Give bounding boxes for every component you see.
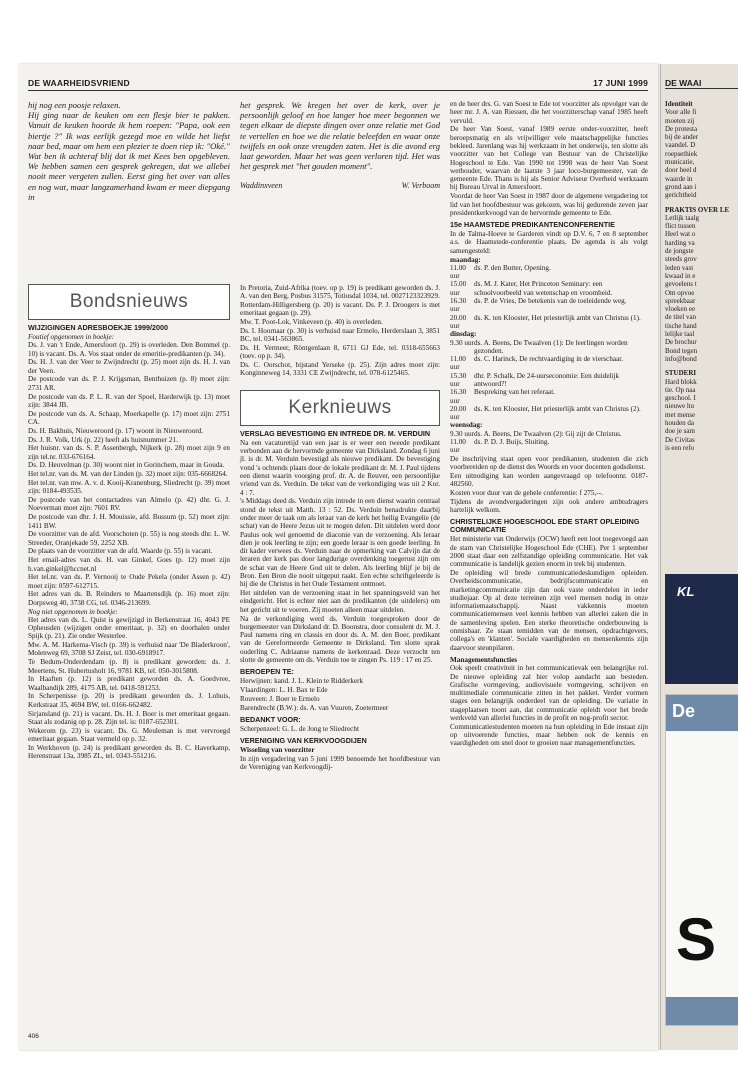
article-para: Communicatiestudenten moeten na hun opleiding in Ede instaat zijn op uitvoerende functies, maar hebben ook de kennis en vaardigheden om snel door te groeien naar managementfuncties.	[450, 722, 648, 748]
notice: De postcode van ds. A. Schaap, Moerkapelle (p. 17) moet zijn: 2751 CA.	[28, 409, 230, 426]
day-label: maandag:	[450, 255, 481, 264]
notice: Het email-adres van ds. H. van Ginkel, Goes (p. 12) moet zijn h.van.ginkel@hccnet.nl	[28, 556, 230, 573]
article-para: Na een vacaturetijd van een jaar is er weer een tweede predikant verbonden aan de hervormde gemeente van Dirksland. Zondag 6 juni jl. is dr. M. Verduin bevestigd als nieuwe predikant. De bevestiging vond 's ochtends plaats door de lokale predikant dr. M. J. Paul tijdens een dienst waarin voorging prof. dr. A. de Reuver, een persoonlijke vriend van ds. Verduin. De tekst van de verkondiging was uit 2 Kor. 4 : 7.	[240, 438, 440, 497]
subheading: Managementsfuncties	[450, 655, 518, 664]
article-para: 's Middags deed ds. Verduin zijn intrede in een dienst waarin centraal stond de tekst uit Matth. 13 : 52. Ds. Verduin benadrukte daarbij onder meer de taak om als leraar van de kerk het heilig Evangelie (de schat) van de Heere Jezus uit te mogen delen. Dit uitdelen werd door Paulus ook wel genoemd de diaconie van de verzoening. Als leraar dien je ook leerling te zijn; een goede leraar is een goede leerling. In dit kader verwees ds. Verduin naar de opmerking van Calvijn dat de leraren der kerk pas door langdurige overdenking toegerust zijn om de schat van de Heere God uit te delen. Als leerling blijf je bij de Bron. Een Bron die nooit uitgeput raakt. Een echte schriftgeleerde is hij die de Christus in het Oude Testament ontmoet.	[240, 497, 440, 589]
story-author: W. Verboom	[401, 181, 440, 191]
notice: De postcode van dhr. J. H. Mouissie, afd. Bussum (p. 52) moet zijn: 1411 BW.	[28, 513, 230, 530]
notice: De voorzitter van de afd. Voorschoten (p. 55) is nog steeds dhr. L. W. Streeder, Oranjekade 59, 2252 XB.	[28, 530, 230, 547]
notice: Te Bedum-Onderdendam (p. 8) is predikant geworden: ds. J. Meertens, St. Hubertusholt 16, 9781 KB, tel. 050-3015808.	[28, 658, 230, 675]
notice: Wekerom (p. 23) is vacant. Ds. G. Meuleman is met vervroegd emeritaat gegaan. Staat vermeld op p. 32.	[28, 726, 230, 743]
article-para: Het uitdelen van de verzoening staat in het spanningsveld van het eindgericht. Het is echter niet aan de predikanten (de uitdelers) om het gericht uit te voeren. Zij moeten alleen maar uitdelen.	[240, 589, 440, 614]
article-para: De opleiding wil brede communicatiedeskundigen opleiden. Overheidscommunicatie, bedrijfscommunicatie en marketingcommunicatie zijn dan ook vaste onderdelen in ieder studiejaar. Op al deze terreinen zijn veel mensen nodig in onze informatiemaatschappij. Naast vakkennis moeten communicatiemensen veel kennis hebben van allerlei zaken die in de samenleving spelen. Een sterke theoretische onderbouwing is onmisbaar. Ze staan temidden van de mensen, opdrachtgevers, collega's en 'klanten'. Sociale vaardigheden en mensenkennis zijn daarvoor steunpilaren.	[450, 568, 648, 652]
schedule-row: 11.00 uur ds. C. Harinck, De rechtvaardiging in de vierschaar.	[450, 355, 624, 372]
schedule-row: 20.00 uur ds. K. ten Klooster, Het priesterlijk ambt van Christus (2).	[450, 404, 641, 422]
section-heading: VERENIGING VAN KERKVOOGDIJEN	[240, 736, 367, 746]
section-heading: VERSLAG BEVESTIGING EN INTREDE DR. M. VERDUIN	[240, 428, 431, 438]
article-para: Tijdens de avondvergaderingen zijn ook andere ambtsdragers hartelijk welkom.	[450, 497, 648, 514]
story-col-1	[28, 100, 230, 202]
notice: Mw. A. M. Harkema-Visch (p. 39) is verhuisd naar 'De Bladerkroon', Molenweg 69, 3708 SJ Zeist, tel. 030-6918917.	[28, 641, 230, 658]
call-item: Herwijnen: kand. J. L. Klein te Ridderkerk	[240, 677, 364, 686]
kerknieuws-column	[240, 284, 440, 772]
kerknieuws-banner: Kerknieuws	[240, 390, 440, 426]
story-signature	[240, 181, 440, 191]
notice: De postcode van het contactadres van Almelo (p. 42) dhr. G. J. Noeverman moet zijn: 7601 RV.	[28, 496, 230, 513]
page-header	[28, 76, 648, 91]
article-para: In de Talma-Hoeve te Garderen vindt op D.V. 6, 7 en 8 september a.s. de Haamstede-conferentie plaats. De agenda is als volgt samengesteld:	[450, 230, 648, 255]
notice: De postcode van ds. P. L. R. van der Spoel, Harderwijk (p. 13) moet zijn: 3844 JB.	[28, 392, 230, 409]
day-label: dinsdag:	[450, 330, 477, 339]
notice: In Scherpenisse (p. 20) is predikant geworden ds. J. Lohuis, Kerkstraat 35, 4694 BW, tel. 0166-662482.	[28, 692, 230, 709]
notice: Ds. H. J. van der Veer te Zwijndrecht (p. 25) moet zijn ds. H. J. van der Veen.	[28, 358, 230, 375]
article-para: In zijn vergadering van 5 juni 1999 benoemde het hoofdbestuur van de Vereniging van Kerkvoogdij-	[240, 754, 440, 771]
notice: Het adres van ds. L. Quist is gewijzigd in Berkenstraat 16, 4043 PE Opheusden (wijzigen onder emeritaat, p. 32) en doorhalen onder Spijk (p. 21). Zie onder Westerlee.	[28, 615, 230, 641]
story-col-2	[240, 100, 440, 192]
notice: Ds. J. van 't Ende, Amersfoort (p. 29) is overleden. Den Bommel (p. 10) is vacant. Ds. A. Vos staat onder de emeritie-predikanten (p. 34).	[28, 341, 230, 358]
article-para: Na de verkondiging werd ds. Verduin toegesproken door de burgemeester van Dirksland dr. D. Boonstra, door consulent dr. M. J. Paul namens ring en classis en door ds. A. M. den Boer, predikant van de Gereformeerde Gemeente te Dirksland. Ten slotte sprak ouderling C. Adriaanse namens de kerkenraad. Deze verzocht ten slotte de gemeente om ds. Verduin toe te zingen Ps. 119 : 17 en 25.	[240, 614, 440, 664]
story-para: Wat ben ik achteraf blij dat ik met Kees ben opgebleven. We hebben samen een gesprek gekregen, dat we allebei nooit meer vergeten zullen. Eerst ging het over van alles en nog wat, maar langzamerhand kwam er meer diepgang in	[28, 151, 230, 202]
ad-band	[666, 695, 738, 731]
article-para: De inschrijving staat open voor predikanten, studenten die zich voorbereiden op de dienst des Woords en voor docenten godsdienst.	[450, 454, 648, 471]
section-heading: WIJZIGINGEN ADRESBOEKJE 1999/2000	[28, 323, 168, 332]
advertisement-de	[665, 694, 738, 1026]
subheading: Nog niet opgenomen in boekje:	[28, 607, 118, 616]
notice: Ds. H. Bakhuis, Nieuweroord (p. 17) woont in Nieuweroord.	[28, 426, 204, 435]
article-para: Een uitnodiging kan worden aangevraagd op telefoonnr. 0187-482560.	[450, 471, 648, 489]
column-3	[450, 100, 648, 748]
story-para: hij nog een poosje relaxen.	[28, 100, 121, 110]
schedule-row: 15.00 uur ds. M. J. Kater, Het Princeton Seminary: een schoolvoorbeeld van wetenschap en vroomheid.	[450, 280, 613, 297]
subheading: Wisseling van voorzitter	[240, 746, 315, 755]
section-heading: CHRISTELIJKE HOGESCHOOL EDE START OPLEIDING COMMUNICATIE	[450, 517, 640, 535]
newspaper-page	[18, 64, 658, 1050]
notice: In Haaften (p. 12) is predikant geworden ds. A. Goedvree, Waalbandijk 289, 4175 AB, tel. 0418-591253.	[28, 675, 230, 692]
schedule-row: 9.30 uur ds. A. Beens, De Twaalven (2): Gij zijt de Christus.	[450, 429, 622, 438]
notice: Het huisnr. van ds. S. P. Assenbergh, Nijkerk (p. 28) moet zijn 9 en zijn tel.nr. 033-676164.	[28, 444, 230, 461]
story-para: het gesprek. We kregen het over de kerk, over je persoonlijk geloof en hoe langer hoe meer begonnen we tegen elkaar de diepste dingen over onze relatie met God te vertellen en hoe we die relatie beleefden en waar onze twijfels en ook onze vreugden zaten. Het is die avond erg laat geworden. Maar het was geen verloren tijd. Het was het gesprek met "het gouden moment".	[240, 100, 440, 172]
next-page-text: Identiteit Voor alle fi moeten zij De protesta bij de ander vaandel. D roepsethiek municatie, door heel d waarde in grond aan i gerichtheid PRAKTIS OVER LE Letlijk taalg flict tussen Heel wat o harding va de jongste steeds grov leden vast kwaad in e gevoelens t Om opvoe spreekbaar vloeken ee de titel van tische hand lelijke taal De brochur Bond tegen info@bond STUDERI Hard blokk tie. Op naa geschool. I nieuwe hu met mense houden da doe je sam De Civitas is een refo	[665, 100, 730, 452]
article-para: De heer Van Soest, vanaf 1989 eerste onder-voorzitter, heeft beroepsmatig en als vrijwilliger vele maatschappelijke functies bekleed. Jarenlang was hij werkzaam in het onderwijs, ten slotte als voorzitter van het College van Bestuur van de Christelijke Hogeschool te Ede. Van 1990 tot 1998 was de heer Van Soest wethouder, waarvan de laatste 3 jaar loco-burgemeester, van de gemeente Ede. Thans is hij als Senior Adviseur Overheid werkzaam bij Bureau Urval in Amersfoort.	[450, 125, 648, 192]
next-page-header: DE WAAI	[665, 78, 738, 89]
ad-title: KL	[677, 584, 695, 599]
notice: Ds. I. Hoornaar (p. 30) is verhuisd naar Ermelo, Herderslaan 3, 3851 BC, tel. 0341-563865.	[240, 326, 440, 344]
story-para: Hij ging naar de keuken om een flesje bier te pakken. Vanuit de keuken hoorde ik hem roepen: "Papa, ook een biertje ?" Ik was eerlijk gezegd moe en wilde het liefst naar bed, maar om hem een plezier te doen riep ik: "Oké."	[28, 110, 230, 151]
bondsnieuws-column	[28, 284, 230, 761]
next-page-edge	[660, 64, 738, 1050]
notice: Het tel.nr. van mw. A. v. d. Kooij-Kranenburg, Sliedrecht (p. 39) moet zijn: 0184-493535.	[28, 479, 230, 496]
call-item: Rouveen: J. Boer te Ermelo	[240, 694, 320, 703]
notice: Sirjansland (p. 21) is vacant. Ds. H. J. Boer is met emeritaat gegaan. Staat als zodanig op p. 28. Zijn tel. is: 0187-652301.	[28, 709, 230, 726]
article-para: Voordat de heer Van Soest in 1987 door de algemene vergadering tot lid van het hoofdbestuur was gekozen, was hij gedurende zeven jaar presidentkerkvoogd van de hervormde gemeente te Ede.	[450, 192, 648, 217]
notice: Het tel.nr. van ds. P. Vernooij te Oude Pekela (onder Assen p. 42) moet zijn: 0597-612715.	[28, 573, 230, 590]
schedule-row: 11.00 uur ds. P. den Butter, Opening.	[450, 263, 551, 281]
schedule-row: 11.00 uur ds. P. D. J. Buijs, Sluiting.	[450, 438, 550, 455]
call-item: Vlaardingen: L. H. Bax te Ede	[240, 686, 328, 695]
page-number: 406	[28, 1033, 39, 1040]
notice: Het tel.nr. van ds. M. van der Linden (p. 32) moet zijn: 035-6668264.	[28, 470, 228, 479]
call-item: Barendrecht (B.W.): ds. A. van Vuuren, Zoetermeer	[240, 703, 389, 712]
article-para: Ook speelt creativiteit in het communicatievak een belangrijke rol. De nieuwe opleiding zal hier volop aandacht aan besteden. Grafische vormgeving, audiovisuele vormgeving, schrijven en multimediale communicatie zitten in het pakket. Verder vormen stages een belangrijk onderdeel van de opleiding. De variatie in stageplaatsen toont aan, dat communicatie opleidt voor het brede werkveld van allerlei functies in de profit en nog-profit sector.	[450, 664, 648, 722]
ad-big-letter: S	[676, 906, 717, 973]
schedule-row: 15.30 uur dhr. P. Schalk, De 24-uurseconomie: Een duidelijk antwoord?!	[450, 371, 620, 388]
notice: In Pretoria, Zuid-Afrika (toev. op p. 19) is predikant geworden ds. J. A. van den Berg, Posbus 31575, Totiusdal 1034, tel. 0027123323929.	[240, 284, 440, 301]
article-para: Kosten voor duur van de gehele conferentie: f 275,--.	[450, 488, 603, 497]
section-heading: BEROEPEN TE:	[240, 667, 294, 677]
article-para: en de heer drs. G. van Soest te Ede tot voorzitter als opvolger van de heer mr. J. A. van Riessen, die het voorzitterschap vanaf 1985 heeft vervuld.	[450, 100, 648, 125]
notice: Rotterdam-Hilligersberg (p. 20) is vacant. Ds. P. J. Droogers is met emeritaat gegaan (p. 29).	[240, 301, 440, 318]
notice: Het adres van ds. B. Reinders te Maartensdijk (p. 16) moet zijn: Dorpsweg 40, 3738 CG, tel. 0346-213699.	[28, 590, 230, 607]
notice: De postcode van ds. P. J. Krijgsman, Benthuizen (p. 8) moet zijn: 2731 AR.	[28, 375, 230, 392]
schedule-row: 16.30 uur Bespreking van het referaat.	[450, 388, 556, 405]
ad-title: De	[672, 701, 696, 721]
notice: Ds. C. Oorschot, bijstand Yerseke (p. 25). Zijn adres moet zijn: Konginneweg 14, 3331 CE Zwijndrecht, tel. 078-6125465.	[240, 361, 440, 378]
ad-footer-band	[666, 997, 738, 1025]
publication-name: DE WAARHEIDSVRIEND	[28, 78, 130, 88]
bondsnieuws-banner: Bondsnieuws	[28, 284, 230, 320]
day-label: woensdag:	[450, 421, 483, 430]
section-heading: 15e HAAMSTEDE PREDIKANTENCONFERENTIE	[450, 220, 615, 230]
section-heading: BEDANKT VOOR:	[240, 714, 301, 724]
subheading: Foutief opgenomen in boekje:	[28, 333, 115, 341]
notice: In Werkhoven (p. 24) is predikant geworden ds. B. C. Haverkamp, Herenstraat 13a, 3985 ZL, tel. 0343-551216.	[28, 743, 230, 761]
notice: De plaats van de voorzitter van de afd. Waarde (p. 55) is vacant.	[28, 547, 213, 556]
notice: Ds. D. Heuvelman (p. 30) woont niet in Gorinchem, maar in Gouda.	[28, 461, 225, 470]
schedule-row: 20.00 uur ds. K. ten Klooster, Het priesterlijk ambt van Christus (1).	[450, 313, 641, 330]
schedule-row: 16.30 uur ds. P. de Vries, De betekenis van de toeleidende weg.	[450, 297, 627, 314]
notice: Ds. J. R. Volk, Urk (p. 22) heeft als huisnummer 21.	[28, 435, 178, 444]
issue-date: 17 JUNI 1999	[593, 78, 648, 88]
schedule-row: 9.30 uur ds. A. Beens, De Twaalven (1): De leerlingen worden gezonden.	[450, 338, 628, 355]
article-para: Het ministerie van Onderwijs (OCW) heeft een loot toegevoegd aan de stam van Christelijke Hogeschool Ede (CHE). Per 1 september 2000 staat daar een zelfstandige opleiding communicatie. Het vak communicatie is landelijk gezien enorm in trek bij studenten.	[450, 535, 648, 569]
advertisement-kl	[665, 574, 738, 684]
notice: Mw. T. Poot-Lok, Vinkeveen (p. 40) is overleden.	[240, 318, 383, 327]
story-place: Waddinxveen	[240, 181, 283, 191]
notice: Ds. H. Vermeer, Röntgenlaan 8, 6711 GJ Ede, tel. 0318-655663 (toev. op p. 34).	[240, 344, 440, 361]
declined-item: Scherpenzeel: G. L. de Jong te Sliedrecht	[240, 724, 359, 733]
